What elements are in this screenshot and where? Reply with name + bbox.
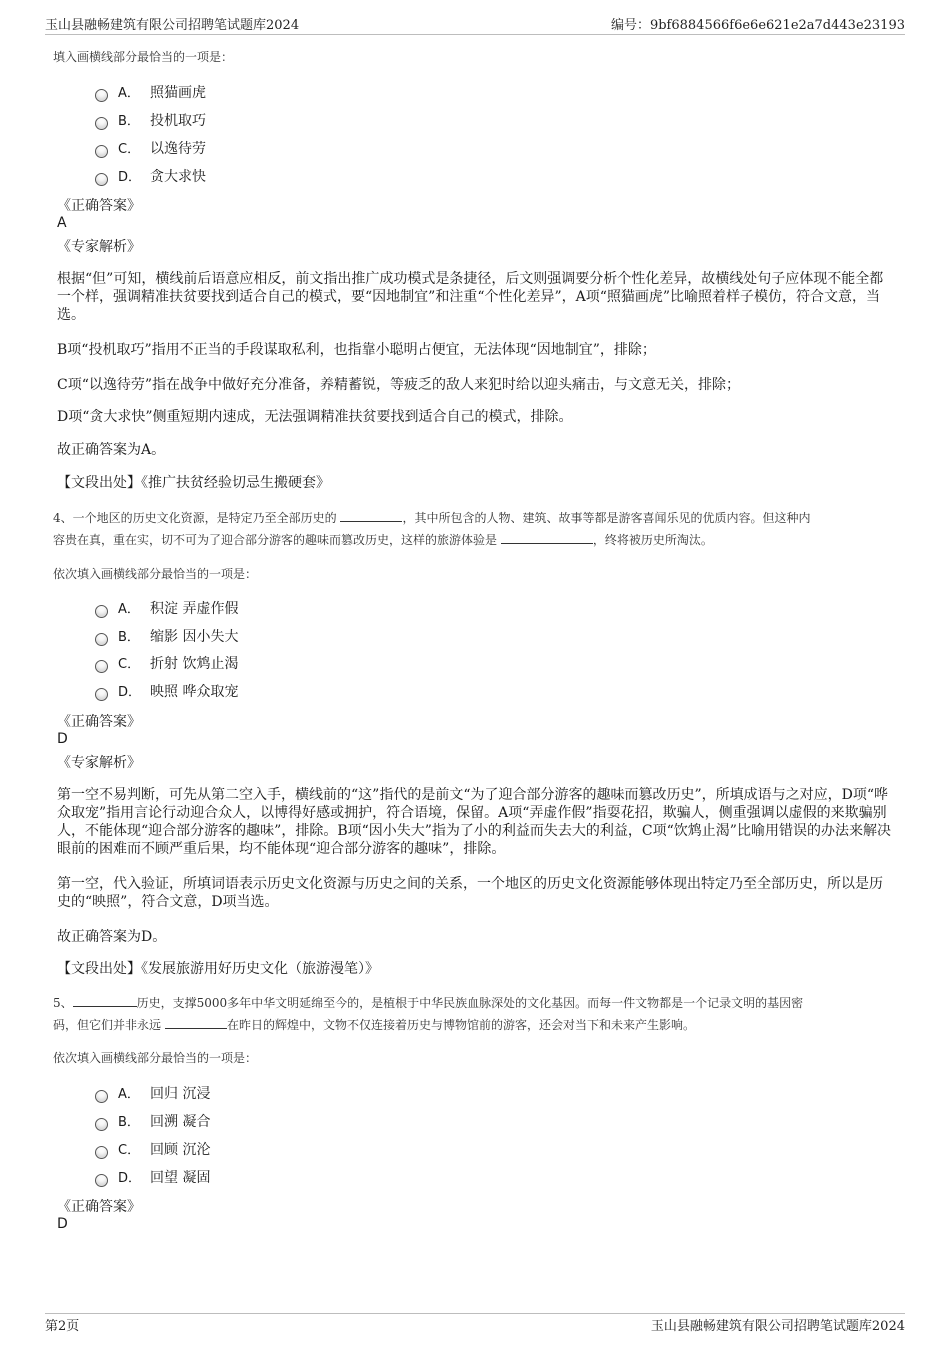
q5-option-c[interactable]: C． 回顾 沉沦 [95, 1139, 210, 1159]
q4-analysis-p2: 第一空，代入验证，所填词语表示历史文化资源与历史之间的关系，一个地区的历史文化资源能够体现出特定乃至全部历史，所以是历史的“映照”，符合文意，D项当选。 [57, 876, 883, 910]
q5-answer-label: 《正确答案》 [57, 1199, 141, 1215]
q5-stem: 5、 历史，支撑5000多年中华文明延绵至今的，是植根于中华民族血脉深处的文化基因。而每一件文物都是一个记录文明的基因密 码，但它们并非永远 在昨日的辉煌中，文物不仅连接着历史与博物馆前的游客，还会对当下和未来产生影响。 [53, 996, 804, 1032]
q4-source: 【文段出处】《发展旅游用好历史文化（旅游漫笔）》 [57, 961, 379, 977]
q4-option-c[interactable]: C． 折射 饮鸩止渴 [95, 653, 238, 673]
q5-option-b[interactable]: B． 回溯 凝合 [95, 1111, 210, 1131]
q4-analysis-p3: 故正确答案为D。 [57, 929, 167, 945]
q4-number: 4、 [53, 511, 73, 525]
radio-icon[interactable] [95, 117, 108, 130]
radio-icon[interactable] [95, 660, 108, 673]
radio-icon[interactable] [95, 605, 108, 618]
q4-analysis-label: 《专家解析》 [57, 755, 141, 771]
q3-option-b[interactable]: B． 投机取巧 [95, 110, 206, 130]
q4-option-d[interactable]: D． 映照 哗众取宠 [95, 681, 238, 701]
q4-answer-label: 《正确答案》 [57, 714, 141, 730]
blank-line [501, 531, 593, 544]
q3-analysis-p3: C项“以逸待劳”指在战争中做好充分准备，养精蓄锐，等疲乏的敌人来犯时给以迎头痛击，与文意无关，排除； [57, 377, 741, 393]
q5-option-a[interactable]: A． 回归 沉浸 [95, 1083, 210, 1103]
header-doc-id: 编号：9bf6884566f6e6e621e2a7d443e23193 [610, 18, 905, 33]
radio-icon[interactable] [95, 633, 108, 646]
footer-title: 玉山县融畅建筑有限公司招聘笔试题库2024 [650, 1319, 905, 1334]
q5-number: 5、 [53, 996, 73, 1010]
header-title: 玉山县融畅建筑有限公司招聘笔试题库2024 [45, 18, 300, 33]
q3-option-d[interactable]: D． 贪大求快 [95, 166, 206, 186]
radio-icon[interactable] [95, 173, 108, 186]
q3-analysis-p2: B项“投机取巧”指用不正当的手段谋取私利，也指靠小聪明占便宜，无法体现“因地制宜”，排除； [57, 342, 656, 358]
page-header [45, 14, 905, 35]
radio-icon[interactable] [95, 145, 108, 158]
q3-analysis-p5: 故正确答案为A。 [57, 442, 166, 458]
radio-icon[interactable] [95, 1146, 108, 1159]
q4-option-a[interactable]: A． 积淀 弄虚作假 [95, 598, 238, 618]
radio-icon[interactable] [95, 688, 108, 701]
page-number: 第2页 [45, 1319, 80, 1334]
q3-answer: A [57, 215, 67, 231]
q4-answer: D [57, 731, 68, 747]
q3-prompt: 填入画横线部分最恰当的一项是： [53, 50, 234, 64]
blank-line [73, 994, 137, 1007]
q5-option-d[interactable]: D． 回望 凝固 [95, 1167, 210, 1187]
blank-line [165, 1016, 227, 1029]
q4-option-b[interactable]: B． 缩影 因小失大 [95, 626, 238, 646]
page-footer [45, 1313, 905, 1334]
q3-analysis-label: 《专家解析》 [57, 239, 141, 255]
q3-source: 【文段出处】《推广扶贫经验切忌生搬硬套》 [57, 475, 330, 491]
q3-option-c[interactable]: C． 以逸待劳 [95, 138, 206, 158]
radio-icon[interactable] [95, 1118, 108, 1131]
q3-option-a[interactable]: A． 照猫画虎 [95, 82, 206, 102]
q4-analysis-p1: 第一空不易判断，可先从第二空入手，横线前的“这”指代的是前文“为了迎合部分游客的趣味而篡改历史”，所填成语与之对应，D项“哗众取宠”指用言论行动迎合众人，以博得好感或拥护，符合语境，保留。A项“弄虚作假”指耍花招，欺骗人，侧重强调以虚假的来欺骗别人，不能体现“迎合部分游客的趣味”，排除。B项“因小失大”指为了小的利益而失去大的利益，C项“饮鸩止渴”比喻用错误的办法来解决眼前的困难而不顾严重后果，均不能体现“迎合部分游客的趣味”，排除。 [57, 787, 891, 857]
radio-icon[interactable] [95, 1174, 108, 1187]
q4-stem: 4、一个地区的历史文化资源，是特定乃至全部历史的 ，其中所包含的人物、建筑、故事等都是游客喜闻乐见的优质内容。但这种内 容贵在真，重在实，切不可为了迎合部分游客的趣味而篡改历史，这样的旅游体验是 ，终将被历史所淘汰。 [53, 511, 811, 547]
q3-analysis-p4: D项“贪大求快”侧重短期内速成，无法强调精准扶贫要找到适合自己的模式，排除。 [57, 409, 573, 425]
radio-icon[interactable] [95, 89, 108, 102]
q3-answer-label: 《正确答案》 [57, 198, 141, 214]
q5-answer: D [57, 1216, 68, 1232]
q5-prompt: 依次填入画横线部分最恰当的一项是： [53, 1051, 258, 1065]
radio-icon[interactable] [95, 1090, 108, 1103]
blank-line [340, 509, 402, 522]
q4-prompt: 依次填入画横线部分最恰当的一项是： [53, 567, 258, 581]
q3-analysis-p1: 根据“但”可知，横线前后语意应相反，前文指出推广成功模式是条捷径，后文则强调要分析个性化差异，故横线处句子应体现不能全都一个样，强调精准扶贫要找到适合自己的模式，要“因地制宜”和注重“个性化差异”，A项“照猫画虎”比喻照着样子模仿，符合文意，当选。 [57, 271, 884, 323]
